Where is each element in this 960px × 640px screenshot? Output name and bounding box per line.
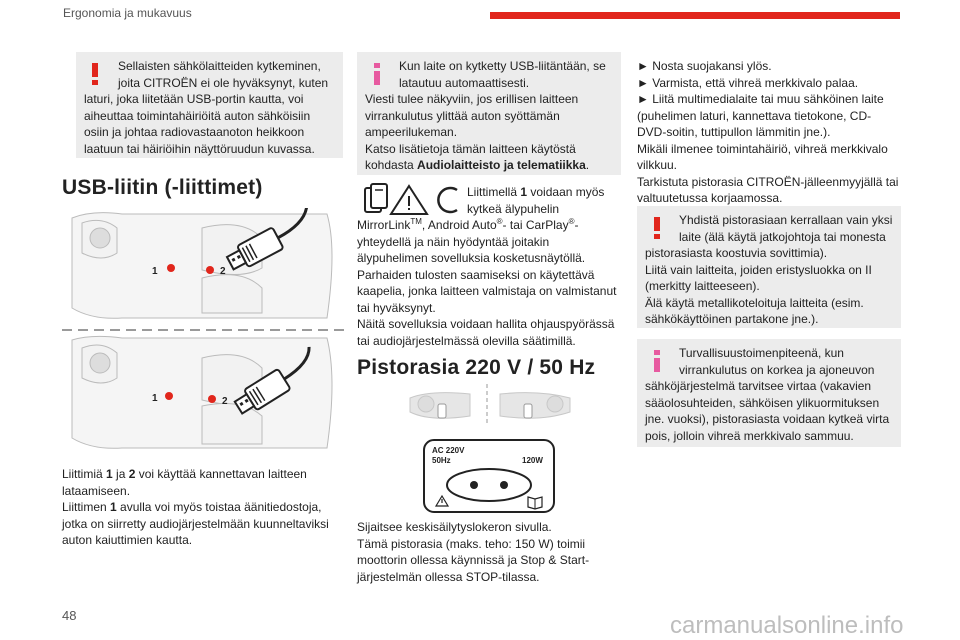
usb-port-2-dot-top — [206, 266, 214, 274]
car-interior-bottom — [72, 336, 332, 448]
usb-port-2-dot-bottom — [208, 395, 216, 403]
usb-label-1-bottom: 1 — [152, 393, 158, 404]
warning2-line-3: pistorasiasta koostuvia sovittimia). — [645, 246, 828, 260]
usb-para-1: Liittimiä 1 ja 2 voi käyttää kannettavan laitteen lataamiseen. — [62, 467, 307, 498]
info2-rest: sähköjärjestelmä tarvitsee virtaa (vakavien sääolosuhteiden, sähköisen ylikuormituksen jne. vuoksi), pistorasiasta voidaan kytkeä virta pois, jolloin vihreä merkkivalo sammuu. — [645, 379, 890, 443]
warning-rest: laturi, joka liitetään USB-portin kautta, voi aiheuttaa toimintahäiriöitä auton sähköisiin osiin ja johtaa radiovastaanoton heikkoon laatuun tai häiriöihin näyttöruudun kuvassa. — [84, 92, 315, 156]
usb-label-1-top: 1 — [152, 266, 158, 277]
warning-line-2: joita CITROËN ei ole hyväksynyt, kuten — [118, 75, 329, 90]
socket-outlet — [447, 469, 531, 501]
socket-figure — [400, 384, 580, 514]
socket-description — [357, 519, 621, 585]
usb-port-1-dot-bottom — [165, 392, 173, 400]
info-box-socket — [637, 339, 901, 447]
step-3: ► Liitä multimedialaite tai muu sähköinen laite (puhelimen laturi, kannettava tietokone, CD-DVD-soitin, tuttipullon lämmitin jne.). — [637, 92, 884, 139]
socket-frequency-label: 50Hz — [432, 456, 451, 465]
mirror-text — [357, 184, 621, 349]
socket-section-title: Pistorasia 220 V / 50 Hz — [357, 356, 596, 379]
socket-line-2: Tämä pistorasia (maks. teho: 150 W) toimii moottorin ollessa käynnissä ja Stop & Start-järjestelmän ollessa STOP-tilassa. — [357, 536, 590, 584]
front-seats-illustration — [410, 393, 570, 419]
mirror-line-1: Liittimellä 1 voidaan myös — [467, 185, 605, 199]
mirror-line-3: MirrorLink™, Android Auto®- tai CarPlay®-yhteydellä ja näin hyödyntää joitakin älypuhelimen sovelluksia kosketusnäytöllä. — [357, 217, 586, 265]
info2-line-1: Turvallisuustoimenpiteenä, kun — [679, 346, 844, 360]
info-line-1: Kun laite on kytketty USB-liitäntään, se — [399, 59, 606, 73]
socket-power-label: 120W — [522, 456, 543, 465]
warning-box-electrical — [76, 52, 343, 158]
usb-section-title: USB-liitin (-liittimet) — [62, 176, 263, 199]
warning2-line-4: Liitä vain laitteita, joiden eristysluokka on II (merkitty laitteeseen). — [645, 262, 872, 293]
socket-steps — [637, 58, 899, 207]
warning2-line-5: Älä käytä metallikoteloituja laitteita (esim. sähkökäyttöinen partakone jne.). — [645, 295, 864, 326]
usb-ports-figure — [62, 208, 344, 454]
info2-line-2: virrankulutus on korkea ja ajoneuvon — [679, 362, 875, 377]
header-section-title: Ergonomia ja mukavuus — [63, 6, 192, 20]
usb-port-1-dot-top — [167, 264, 175, 272]
page-number: 48 — [62, 608, 77, 623]
info-line-3: Viesti tulee näkyviin, jos erillisen laitteen virrankulutus ylittää auton syöttämän ampeerilukeman. — [365, 92, 579, 139]
watermark-text: carmanualsonline.info — [670, 612, 904, 639]
header-red-bar — [490, 12, 900, 19]
info-line-4: Katso lisätietoja tämän laitteen käytöstä kohdasta Audiolaitteisto ja telematiikka. — [365, 141, 590, 172]
warning2-line-2: laite (älä käytä jatkojohtoja tai monesta — [679, 229, 886, 244]
mirror-line-2: kytkeä älypuhelin — [467, 201, 560, 216]
socket-line-1: Sijaitsee keskisäilytyslokeron sivulla. — [357, 520, 552, 534]
socket-pin-right — [500, 481, 508, 489]
step-2: ► Varmista, että vihreä merkkivalo palaa. — [637, 75, 859, 90]
usb-description — [62, 466, 344, 549]
info-line-2: latautuu automaattisesti. — [399, 75, 530, 90]
fault-text: Mikäli ilmenee toimintahäiriö, vihreä merkkivalo vilkkuu. — [637, 141, 888, 172]
warning2-line-1: Yhdistä pistorasiaan kerrallaan vain yksi — [679, 213, 893, 227]
warning-box-socket — [637, 206, 901, 328]
usb-label-2-bottom: 2 — [222, 396, 228, 407]
step-1: ► Nosta suojakansi ylös. — [637, 59, 772, 73]
info-box-usb — [357, 52, 621, 175]
warning-line-1: Sellaisten sähkölaitteiden kytkeminen, — [118, 59, 321, 73]
usb-para-2: Liittimen 1 avulla voi myös toistaa äänitiedostoja, jotka on siirretty audiojärjestelmään kuunneltaviksi auton kaiuttimien kautta. — [62, 500, 329, 547]
socket-pin-left — [470, 481, 478, 489]
dealer-text: Tarkistuta pistorasia CITROËN-jälleenmyyjällä tai valtuutetussa korjaamossa. — [637, 174, 899, 205]
mirror-line-4: Parhaiden tulosten saamiseksi on käytettävä kaapelia, jonka laitteen valmistaja on valmistanut tai hyväksynyt. — [357, 267, 617, 315]
socket-voltage-label: AC 220V — [432, 446, 465, 455]
mirror-line-5: Näitä sovelluksia voidaan hallita ohjauspyörässä tai audiojärjestelmässä olevilla säätimillä. — [357, 317, 615, 348]
usb-label-2-top: 2 — [220, 266, 226, 277]
